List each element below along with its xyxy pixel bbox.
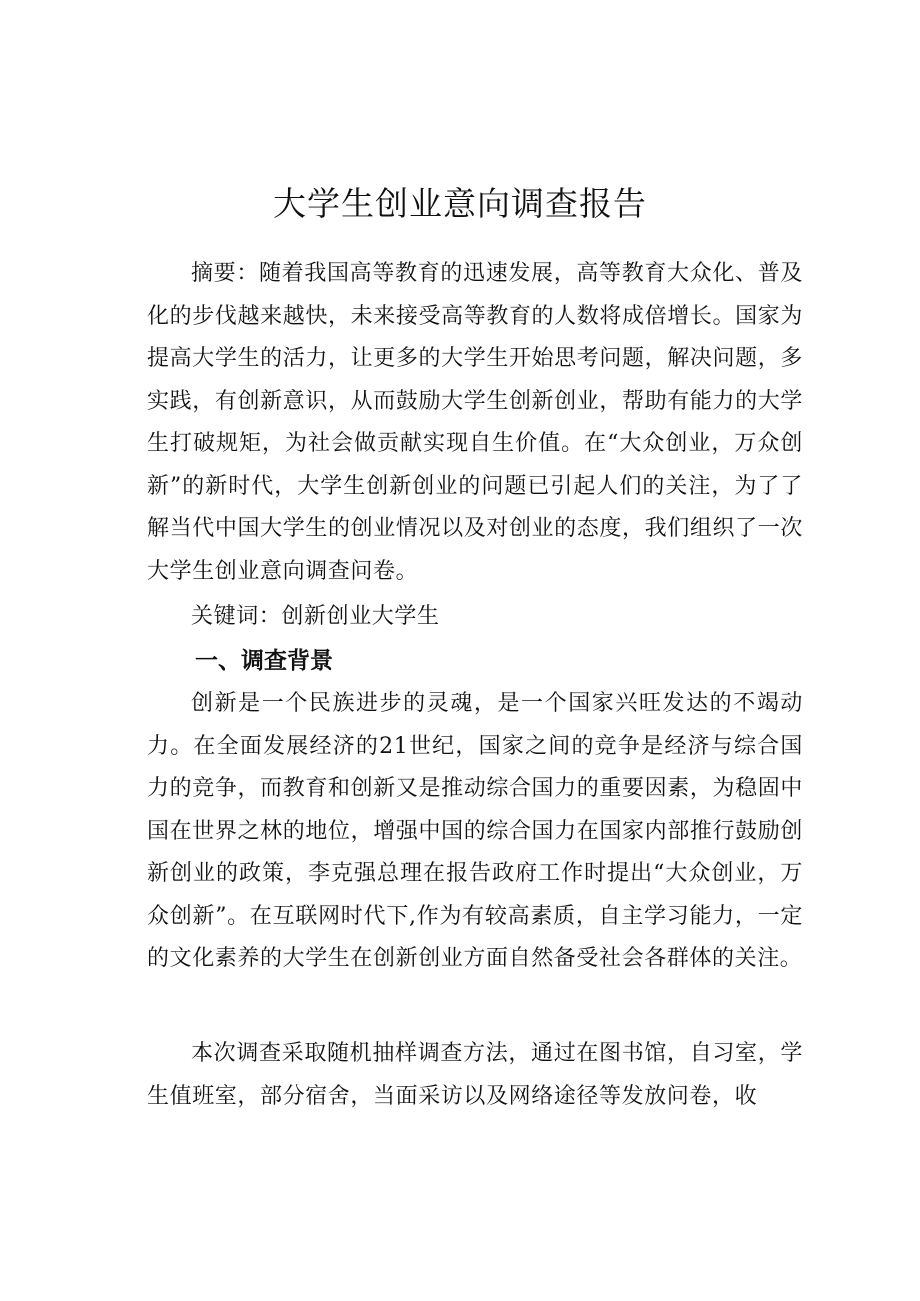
body-paragraph: 本次调查采取随机抽样调查方法，通过在图书馆，自习室，学生值班室，部分宿舍，当面采访以及网络途径等发放问卷，收 xyxy=(147,1041,803,1109)
document-title: 大学生创业意向调查报告 xyxy=(273,184,647,224)
abstract-paragraph: 摘要：随着我国高等教育的迅速发展，高等教育大众化、普及化的步伐越来越快，未来接受高等教育的人数将成倍增长。国家为提高大学生的活力，让更多的大学生开始思考问题，解决问题，多实践，有创新意识，从而鼓励大学生创新创业，帮助有能力的大学生打破规矩，为社会做贡献实现自生价值。在“大众创业，万众创新”的新时代，大学生创新创业的问题已引起人们的关注，为了了解当代中国大学生的创业情况以及对创业的态度，我们组织了一次大学生创业意向调查问卷。 xyxy=(147,261,803,584)
keywords-line: 关键词：创新创业大学生 xyxy=(191,604,440,629)
section-heading-background: 一、调查背景 xyxy=(195,648,333,674)
body-paragraph: 创新是一个民族进步的灵魂，是一个国家兴旺发达的不竭动力。在全面发展经济的21世纪，国家之间的竞争是经济与综合国力的竞争，而教育和创新又是推动综合国力的重要因素，为稳固中国在世界之林的地位，增强中国的综合国力在国家内部推行鼓励创新创业的政策，李克强总理在报告政府工作时提出“大众创业，万众创新”。在互联网时代下,作为有较高素质，自主学习能力，一定的文化素养的大学生在创新创业方面自然备受社会各群体的关注。 xyxy=(147,691,803,971)
